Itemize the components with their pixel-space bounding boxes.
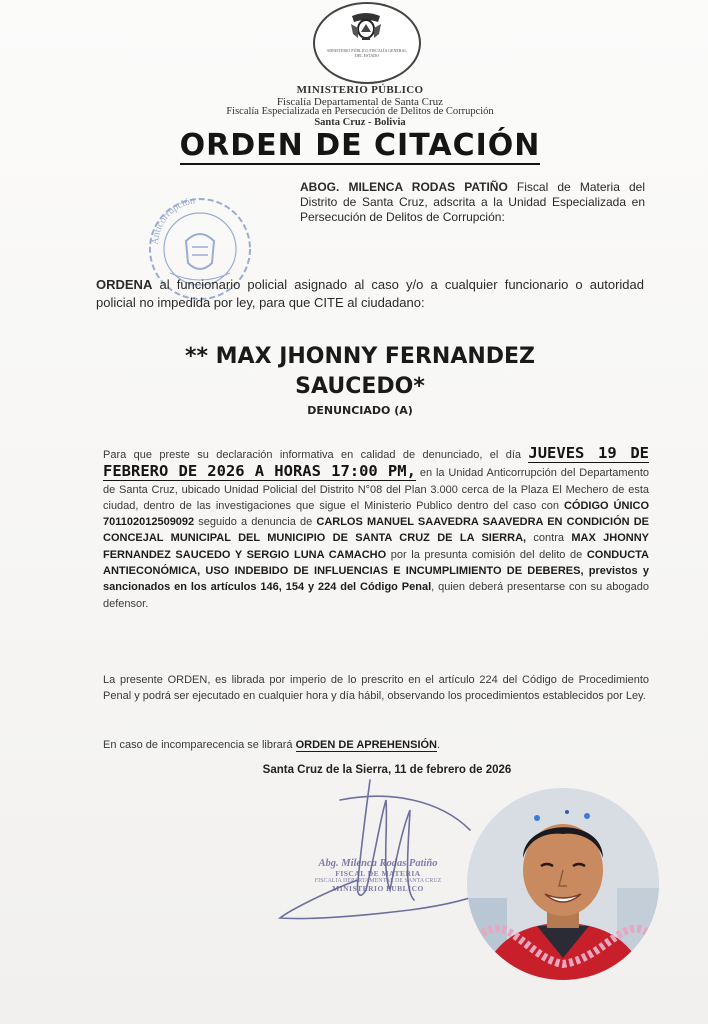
signature-stamp <box>278 858 478 893</box>
signer-title: FISCAL DE MATERIA <box>335 869 421 878</box>
order-lead: ORDENA <box>96 277 153 292</box>
complainant: CARLOS MANUEL SAAVEDRA SAAVEDRA EN CONDICIÓN DE CONCEJAL MUNICIPAL DEL MUNICIPIO DE SANTA CRUZ DE LA SIERRA, <box>103 516 649 545</box>
order-text: al funcionario policial asignado al caso y/o a cualquier funcionario o autoridad policial no impedida por ley, para que CITE al ciudadano: <box>96 277 644 310</box>
header-location: Santa Cruz - Bolivia <box>314 117 406 128</box>
place-date: Santa Cruz de la Sierra, 11 de febrero de 2026 <box>262 764 512 776</box>
seal-label: MINISTERIO PÚBLICO FISCALÍA GENERAL DEL ESTADO <box>327 48 407 58</box>
header-unit: Fiscalía Especializada en Persecución de Delitos de Corrupción <box>226 106 494 117</box>
stamp-label: Anticorrupción <box>149 195 196 246</box>
warning-end: . <box>437 739 441 751</box>
bolivia-crest-icon <box>349 12 383 42</box>
crimes: CONDUCTA ANTIECONÓMICA, USO INDEBIDO DE INFLUENCIAS E INCUMPLIMIENTO DE DEBERES, previstos y sancionados en los artículos 146, 154 y 224 del Código Penal <box>103 548 649 594</box>
appointment-date-time: JUEVES 19 DE FEBRERO DE 2026 A HORAS 17:00 PM, <box>103 444 649 481</box>
body-text-1: Para que preste su declaración informativa en calidad de denunciado, el día <box>103 449 529 461</box>
body-text-5: por la presunta comisión del delito de <box>386 548 587 561</box>
official-seal <box>313 2 421 84</box>
signer-office: FISCALIA DEPARTAMENTAL DE SANTA CRUZ <box>314 878 442 884</box>
main-body-paragraph <box>103 445 649 612</box>
body-text-2: en la Unidad Anticorrupción del Departamento de Santa Cruz, ubicado Unidad Policial del Distrito N°08 del Plan 3.000 cerca de la Plaza El Mechero de esta ciudad, dentro de las investigaciones que sigue el Ministerio Publico dentro del caso con <box>103 467 649 512</box>
header-office: Fiscalía Departamental de Santa Cruz <box>276 96 444 108</box>
order-paragraph <box>96 276 644 312</box>
case-code: CÓDIGO ÚNICO 701102012509092 <box>103 499 649 529</box>
warning-paragraph <box>103 737 649 753</box>
cited-person-name: ** MAX JHONNY FERNANDEZ SAUCEDO* <box>184 344 535 399</box>
signer-name: Abg. Milenca Rodas Patiño <box>318 858 438 869</box>
body-text-6: , quien deberá presentarse con su abogado defensor. <box>103 581 650 610</box>
handwritten-signature <box>270 770 500 930</box>
cited-person-role: DENUNCIADO (A) <box>307 404 413 417</box>
header-institution: MINISTERIO PÚBLICO <box>296 84 424 96</box>
body-text-4: contra <box>526 532 572 545</box>
intro-paragraph <box>300 180 645 225</box>
prosecutor-name: ABOG. MILENCA RODAS PATIÑO <box>300 180 508 194</box>
body-text-3: seguido a denuncia de <box>194 516 317 529</box>
intro-text: Fiscal de Materia del Distrito de Santa Cruz, adscrita a la Unidad Especializada en Persecución de Delitos de Corrupción: <box>300 180 646 224</box>
portrait-photo <box>467 788 659 980</box>
arrest-warning: ORDEN DE APREHENSIÓN <box>295 739 437 751</box>
signer-institution: MINISTERIO PUBLICO <box>332 884 424 893</box>
accused: MAX JHONNY FERNANDEZ SAUCEDO Y SERGIO LUNA CAMACHO <box>103 532 649 561</box>
document-title: ORDEN DE CITACIÓN <box>179 128 541 163</box>
legal-basis-paragraph: La presente ORDEN, es librada por imperio de lo prescrito en el artículo 224 del Código de Procedimiento Penal y podrá ser ejecutado en cualquier hora y día hábil, observando los procedimientos establecidos por Ley. <box>103 674 649 702</box>
warning-text: En caso de incomparecencia se librará <box>103 739 296 751</box>
